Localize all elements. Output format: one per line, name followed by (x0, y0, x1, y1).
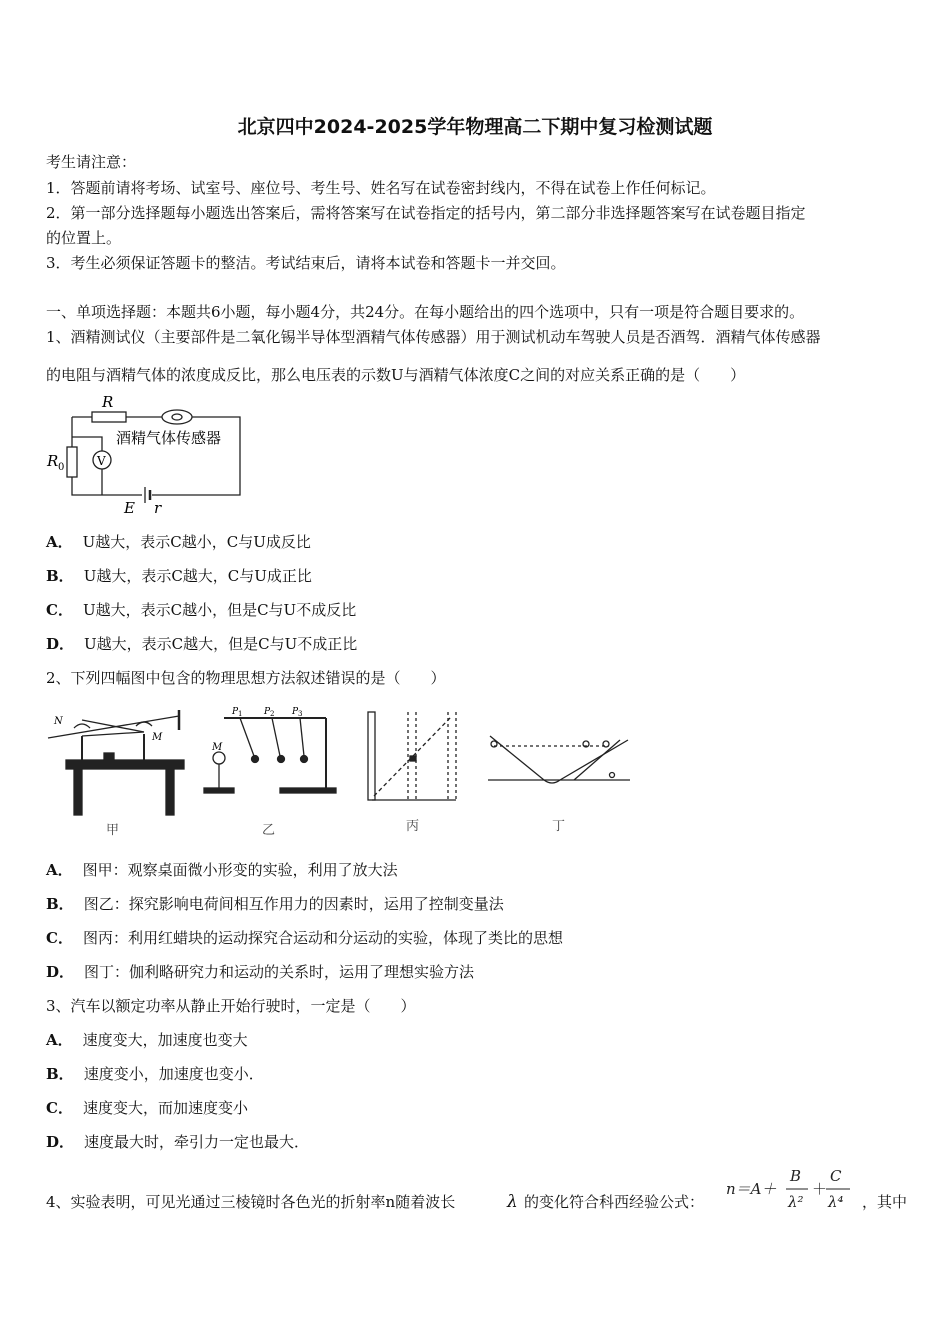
cauchy-formula (726, 1163, 862, 1215)
q2-option-b: B． 图乙：探究影响电荷间相互作用力的因素时，运用了控制变量法 (46, 895, 504, 913)
label-r: R (102, 393, 114, 411)
caption-yi: 乙 (262, 823, 276, 838)
page-title: 北京四中2024-2025学年物理高二下期中复习检测试题 (237, 116, 713, 138)
q3-option-b: B． 速度变小，加速度也变小． (46, 1065, 264, 1083)
label-r0-sub: 0 (58, 462, 65, 473)
q1-option-b: B． U越大，表示C越大，C与U成正比 (46, 567, 312, 585)
q1-option-c: C． U越大，表示C越小，但是C与U不成反比 (46, 601, 357, 619)
q1-stem-line2: 的电阻与酒精气体的浓度成反比，那么电压表的示数U与酒精气体浓度C之间的对应关系正确的是（ ） (46, 366, 746, 384)
q2-option-c: C． 图丙：利用红蜡块的运动探究合运动和分运动的实验，体现了类比的思想 (46, 929, 563, 947)
q3-option-a: A． 速度变大，加速度也变大 (46, 1031, 248, 1049)
caption-jia: 甲 (106, 823, 120, 838)
label-p3-sub: 3 (298, 710, 303, 718)
caption-ding: 丁 (552, 819, 566, 834)
notice-item: 1．答题前请将考场、试室号、座位号、考生号、姓名写在试卷密封线内，不得在试卷上作任何标记。 (46, 179, 716, 197)
caption-bing: 丙 (406, 819, 420, 834)
notice-item: 的位置上。 (46, 229, 122, 247)
label-p2: P (264, 707, 271, 717)
label-e: E (124, 499, 135, 517)
label-p3: P (292, 707, 299, 717)
q4-stem-part1: 4、实验表明，可见光通过三棱镜时各色光的折射率n随着波长 (46, 1193, 456, 1211)
q3-stem: 3、汽车以额定功率从静止开始行驶时，一定是（ ） (46, 997, 416, 1015)
formula-plus: ＋ (812, 1180, 828, 1198)
q3-option-d: D． 速度最大时，牵引力一定也最大． (46, 1133, 310, 1151)
q4-stem-part3: ，其中 (862, 1193, 908, 1211)
formula-lambda2: λ² (788, 1193, 804, 1211)
figure-jia (48, 710, 184, 815)
q1-option-a: A． U越大，表示C越小，C与U成反比 (46, 533, 311, 551)
q2-figures (44, 696, 644, 841)
q4-stem-part2: 的变化符合科西经验公式： (524, 1193, 705, 1211)
label-m: M (152, 732, 163, 743)
figure-ding (488, 736, 630, 783)
label-p2-sub: 2 (270, 710, 275, 718)
q1-option-d: D． U越大，表示C越大，但是C与U不成正比 (46, 635, 358, 653)
label-p1-sub: 1 (238, 710, 243, 718)
q2-option-a: A． 图甲：观察桌面微小形变的实验，利用了放大法 (46, 861, 398, 879)
label-m-ball: M (212, 742, 223, 753)
formula-lhs: n＝A＋ (726, 1180, 777, 1198)
notice-item: 3．考生必须保证答题卡的整洁。考试结束后，请将本试卷和答题卡一并交回。 (46, 254, 566, 272)
label-n: N (54, 716, 63, 727)
formula-c: C (830, 1167, 842, 1185)
formula-lambda4: λ⁴ (828, 1193, 844, 1211)
label-r-internal: r (154, 499, 162, 517)
q1-stem-line1: 1、酒精测试仪（主要部件是二氧化锡半导体型酒精气体传感器）用于测试机动车驾驶人员是否酒驾．酒精气体传感器 (46, 328, 821, 346)
section-heading: 一、单项选择题：本题共6小题，每小题4分，共24分。在每小题给出的四个选项中，只有一项是符合题目要求的。 (46, 303, 805, 321)
figure-bing (368, 712, 456, 800)
q4-lambda: λ (507, 1192, 518, 1212)
formula-b: B (790, 1167, 802, 1185)
q2-stem: 2、下列四幅图中包含的物理思想方法叙述错误的是（ ） (46, 669, 446, 687)
q2-option-d: D． 图丁：伽利略研究力和运动的关系时，运用了理想实验方法 (46, 963, 475, 981)
label-r0: R (47, 452, 59, 470)
alcohol-tester-circuit-diagram (44, 393, 249, 518)
label-p1: P (232, 707, 239, 717)
q3-option-c: C． 速度变大，而加速度变小 (46, 1099, 248, 1117)
notice-item: 2．第一部分选择题每小题选出答案后，需将答案写在试卷指定的括号内，第二部分非选择题答案写在试卷题目指定 (46, 204, 806, 222)
label-sensor: 酒精气体传感器 (116, 429, 222, 447)
figure-yi (204, 718, 336, 793)
notice-heading: 考生请注意： (46, 153, 137, 171)
voltmeter-icon: V (97, 454, 106, 468)
